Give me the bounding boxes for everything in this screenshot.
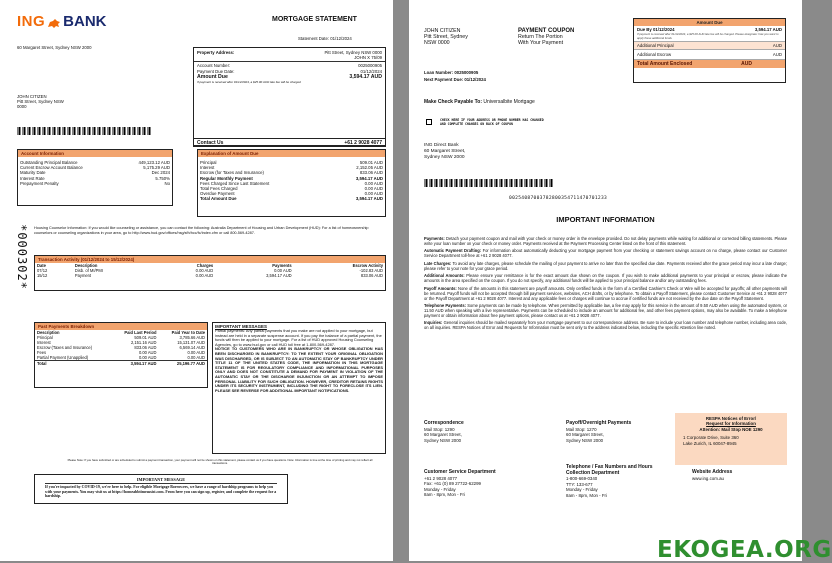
info-paragraph-text: Please ensure your remittance is for the exact amount due shown on the coupon. If you wish to make additional payments to your principal or escrow, please indicate the amounts in the area specified on the coupon. If you do not specify, any additional funds will be applied to your principal balance and/or any outstanding fees. [424, 273, 787, 284]
respa-block [675, 413, 787, 465]
lion-logo-icon [47, 16, 61, 27]
past-table-cell: 3,594.17 AUD [130, 361, 157, 366]
ocr-scan-line: 00254087003782800354711470701233 [509, 196, 608, 201]
customer-postcode: 0000 [17, 104, 27, 110]
explanation-rows [198, 157, 385, 205]
contact-label: Contact Us [197, 140, 224, 146]
customer-service-title: Customer Service Department [424, 469, 496, 475]
property-value-2: JOHN X 75/09 [354, 55, 382, 61]
account-number-label: Account Number: [197, 63, 231, 69]
past-payments-table [35, 330, 207, 366]
next-payment-label: Next Payment Due: [424, 77, 464, 82]
messages-body: Partial payments: Any partial payments that you make are not applied to your mortgage, but instead are held in a separate suspense account. If you pay the balance of a partial payment, the funds will then be applied to your mortgage. For a list of HUD approved Housing Counseling Agencies, go to www.hud.gov or call HUD toll free at 1-800-569-4287. [215, 328, 382, 347]
bank-address: 60 Margaret Street, Sydney NSW 2000 [17, 45, 92, 50]
total-enclosed-currency: AUD [741, 61, 752, 68]
account_info-row-value: 449,123.12 AUD [138, 160, 170, 165]
logo-text-ing: ING [17, 13, 46, 30]
payoff-line: 60 Margaret Street, [566, 432, 604, 438]
activity-table-cell: 0.00 AUD [274, 268, 292, 273]
payoff-line: Mail Stop: 1270 [566, 426, 597, 432]
activity-table-cell: 0.00 AUD [195, 268, 214, 273]
website-title: Website Address [692, 469, 733, 475]
side-sequence-mark: *000302* [14, 224, 29, 290]
customer-street: Pitt Street, Sydney NSW [17, 99, 64, 105]
telephone-line: TTY: 133-677 [566, 481, 593, 487]
past-table-cell: 0.00 AUD [138, 355, 157, 360]
footer-note: Please Note: If you have submitted or are scheduled to submit a payment transaction, your payment will not be shown on this statement, please contact us if you have questions. Note: Information is true at the time of printing and may not reflect all transactions. [67, 458, 373, 466]
info-paragraph-text: For information about automatically deducting your mortgage payment from your checking or statement savings account on no charge, please contact our Customer Service Department toll-free at +61 2 9028 4077. [424, 248, 788, 259]
past-column-header: Description [37, 330, 60, 335]
info-paragraph [424, 303, 787, 318]
explanation-row-value: 0.00 AUD [364, 186, 383, 192]
account_info-row-label: Maturity Date [20, 170, 46, 176]
account_info-row-label: Interest Rate [20, 175, 45, 181]
explanation-row-label: Interest [200, 165, 215, 171]
amount-due-value: 3,594.17 AUD [349, 73, 382, 80]
important-messages-box [212, 322, 386, 454]
explanation-row-value: 833.06 AUD [359, 170, 383, 176]
important-info-title: IMPORTANT INFORMATION [556, 215, 655, 224]
info-paragraph-text: To avoid any late charges, please schedule the mailing of your payment to arrive no later than the specified due date. Payments received after the grace period may incur a late charge; please refer to your note for your grace period. [424, 260, 787, 271]
past-table-cell: Principal [37, 335, 53, 340]
info-paragraph [424, 273, 787, 283]
due-date-value: 01/12/2024 [360, 68, 382, 74]
past-table-cell: 25,196.77 AUD [176, 361, 205, 366]
correspondence-line: Sydney NSW 2000 [424, 437, 462, 443]
payable-label: Make Check Payable To: [424, 99, 482, 105]
account_info-row-label: Outstanding Principal Balance [20, 160, 78, 165]
remit-barcode [424, 179, 554, 187]
address-change-checkbox[interactable] [426, 119, 432, 125]
coupon-customer-street: Pitt Street, Sydney [424, 34, 468, 41]
transaction-activity-panel [34, 255, 386, 291]
explanation-row-value: 0.00 AUD [364, 191, 383, 197]
payable-line [424, 99, 535, 105]
activity-table-cell: 0.00 AUD [195, 273, 214, 278]
customer-address [17, 94, 64, 110]
past-table-cell: Fees [37, 350, 47, 355]
account_info-row-value: 5,175.29 AUD [143, 165, 170, 171]
activity-column-header: Date [37, 263, 46, 268]
next-payment-value: 01/12/2024 [464, 77, 486, 82]
contact-phone: +61 2 9028 4077 [344, 140, 382, 146]
customer-service-line: +61 2 9028 4077 [424, 475, 458, 481]
past-column-header: Paid Last Period [124, 330, 157, 335]
past-table-cell: 2,151.16 AUD [130, 340, 157, 345]
account-info-title: Account Information [18, 150, 172, 157]
due-date-label: Payment Due Date: [197, 68, 235, 74]
explanation-row [200, 196, 383, 201]
past-table-cell: Partial Payment (Unapplied) [37, 355, 89, 360]
past-table-cell: Interest [37, 340, 51, 345]
activity-table-cell: 15/12 [37, 273, 48, 278]
housing-counselor-note: Housing Counselor Information: If you would like counseling or assistance, you can contact the following: Australia Department of Housing and Urban Development (HUD): For a list of homeownership counselors or counseling organizations in your area, go to http://www.hud.gov/offices/hsg/sfh/hcc/fc/index.cfm or call 800-569-4287. [34, 226, 369, 235]
watermark-text: EKOGEA.ORG [657, 537, 832, 563]
covid-body: If you're impacted by COVID-19, we're here to help. For eligible Mortgage Borrowers, we have a range of hardship programs to help you with your payments. You may visit us at https://homeabbtimeassist.com. From here you can sign up, register, and complete the request for a hardship. [45, 485, 277, 499]
due-by-value: 3,594.17 AUD [754, 27, 782, 32]
due-by-label: Due By 01/12/2024 [637, 27, 675, 32]
info-paragraph [424, 286, 787, 301]
info-paragraph-heading: Payoff Amounts: [424, 285, 457, 291]
explanation-panel [197, 149, 386, 217]
remit-address [424, 143, 465, 160]
activity-column-header: Escrow Activity [352, 263, 383, 268]
activity-column-header: Payments [272, 263, 292, 268]
respa-title-3: Attention: Mail Stop NOE 1290 [699, 426, 763, 432]
payoff-line: Sydney NSW 2000 [566, 437, 604, 443]
respa-title-2: Request for Information [706, 421, 756, 427]
account-number-value: 0025000905 [358, 63, 382, 69]
activity-table-cell: 833.06 AUD [360, 273, 383, 278]
past-table-cell: 833.06 AUD [134, 345, 157, 350]
activity-table-row [35, 273, 385, 278]
explanation-row-value: 3,594.17 AUD [355, 196, 383, 202]
loan-number-value: 0025000905 [454, 70, 479, 75]
coupon-customer-postcode: NSW 0000 [424, 40, 450, 47]
explanation-row-label: Total Amount Due [200, 196, 237, 202]
amount-due-label: Amount Due [197, 73, 228, 80]
info-paragraph-heading: Payments: [424, 236, 445, 241]
address-change-note: CHECK HERE IF YOUR ADDRESS OR PHONE NUMBER HAS CHANGED AND COMPLETE CHANGES ON BACK OF COUPON [440, 118, 544, 126]
explanation-title: Explanation of Amount Due [198, 150, 385, 157]
activity-table [35, 263, 385, 278]
past-table-cell: 15,131.07 AUD [177, 340, 205, 345]
correspondence-block [424, 421, 564, 443]
info-paragraph-text: General inquiries should be mailed separately from your mortgage payment to our correspondence address. Be sure to include your loan number and telephone number, including area code, on all inquiries. RESPA Notices of Error and Requests for Information must be sent only to the address indicated below, including the specific Attention line noted. [424, 320, 787, 331]
respa-line: Lake Zurich, IL 60047-8945 [683, 440, 737, 446]
activity-table-cell: Payment [74, 273, 92, 278]
additional-escrow-row[interactable] [634, 49, 785, 59]
coupon-customer-name: JOHN CITIZEN [424, 28, 461, 34]
explanation-row-label: Regular Monthly Payment [200, 175, 253, 181]
activity-table-cell: 3,594.17 AUD [266, 273, 292, 278]
additional-escrow-label: Additional Escrow [637, 52, 672, 57]
telephone-line: 1-800-669-0340 [566, 476, 598, 482]
past-payments-title: Past Payments Breakdown [35, 323, 207, 330]
explanation-row-value: 0.00 AUD [364, 180, 383, 186]
covid-title: IMPORTANT MESSAGE [136, 477, 186, 482]
activity-table-cell: -102.83 AUD [359, 268, 383, 273]
info-paragraph [424, 248, 787, 258]
past-table-cell: 0.00 AUD [187, 355, 205, 360]
payoff-title: Payoff/Overnight Payments [566, 420, 632, 426]
account_info-row-label: Current Escrow Account Balance [20, 165, 83, 171]
telephone-line: Monday - Friday [566, 487, 598, 493]
loan-number-label: Loan Number: [424, 70, 454, 75]
info-paragraph-heading: Automatic Payment Drafting: [424, 248, 482, 254]
respa-line: 1 Corporate Drive, Suite 360 [683, 435, 739, 441]
amount-due-box [633, 18, 786, 83]
coupon-line-1: Return The Portion [518, 34, 563, 41]
past-column-header: Paid Year to Date [171, 330, 205, 335]
covid-message-box [34, 474, 288, 504]
account-summary-box [193, 47, 386, 146]
explanation-row-label: Fees Charged Since Last Statement [200, 180, 270, 186]
statement-date: Statement Date: 01/12/2024 [298, 36, 352, 41]
coupon-line-2: With Your Payment [518, 40, 564, 47]
ing-logo [17, 13, 107, 30]
website-url[interactable]: www.ing.com.au [692, 475, 724, 481]
total-enclosed-label: Total Amount Enclosed [637, 61, 693, 68]
activity-table-cell: Disb. of MI/PMI [74, 268, 103, 273]
info-paragraph-text: Some payments can be made by telephone. When permitted by applicable law, a fee may apply for this service in the amount of 9.50 AUD when using the automated system, or 11.50 AUD when speaking with a live representative. Payments can be scheduled to include an amount for additional fee, and other fees payment options, may also be available. To make a telephone payment or obtain information about free payment options, please contact us at +61 2 9028 4077. [424, 302, 787, 318]
past-table-cell: 0.00 AUD [138, 350, 157, 355]
past-table-row [35, 361, 207, 367]
customer-name: JOHN CITIZEN [17, 94, 47, 99]
amount-due-box-title: Amount Due [634, 19, 785, 26]
statement-page [0, 0, 393, 561]
info-paragraph-heading: Telephone Payments: [424, 302, 467, 308]
customer-service-line: Fax: +61 (0) 89 27722-62299 [424, 481, 481, 487]
website-block [692, 470, 792, 481]
past-table-cell: Total [37, 361, 47, 366]
late-fee-note: If payment is received after 01/12/2024, a $25.00 AUD late fee will be charged [197, 79, 301, 84]
additional-principal-row[interactable] [634, 41, 785, 49]
past-payments-panel [34, 322, 208, 388]
contact-us-bar [193, 138, 386, 147]
customer-service-line: Monday - Friday [424, 486, 456, 492]
customer-service-block [424, 470, 564, 498]
account_info-row [20, 181, 170, 186]
past-table-cell: Escrow (Taxes and Insurance) [37, 345, 93, 350]
explanation-row-label: Total Fees Charged [200, 186, 238, 192]
coupon-due-note: If payment is received after 01/12/2024, a $25.00 AUD late fee will be charged. Please designate: how you want to apply these additional funds. [637, 32, 779, 40]
activity-column-header: Charges [196, 263, 214, 268]
additional-principal-label: Additional Principal [637, 42, 674, 48]
past-table-cell: 6,569.14 AUD [179, 345, 205, 350]
postal-barcode [17, 127, 152, 135]
info-paragraph-text: Detach your payment coupon and mail with your check or money order in the envelope provided. Do not delay payments while waiting for additional or corrected billing statements. Please write your loan number on your check or money order. Payments received at the Payment Processing Center listed on the front of this statement. [424, 236, 787, 246]
telephone-block [566, 465, 676, 499]
account-info-rows [18, 157, 172, 189]
explanation-row-label: Escrow (for Taxes and Insurance) [200, 170, 264, 176]
property-value: Pitt Street, Sydney NSW 0000 [324, 50, 382, 55]
info-paragraph-heading: Additional Amounts: [424, 273, 465, 279]
explanation-row-label: Overdue Payment [200, 191, 235, 197]
remit-bank-street: 60 Margaret Street, [424, 148, 466, 154]
coupon-customer-address [424, 28, 468, 47]
account_info-row-value: No [164, 180, 170, 186]
telephone-line: 8am - 8pm, Mon - Fri [566, 492, 607, 498]
additional-escrow-currency: AUD [772, 52, 782, 57]
respa-title-1: RESPA Notices of Error/ [705, 416, 757, 421]
account_info-row-label: Prepayment Penalty [20, 180, 59, 186]
additional-principal-currency: AUD [772, 42, 782, 48]
info-paragraph [424, 236, 787, 246]
explanation-row-value: 2,152.05 AUD [356, 165, 383, 171]
payoff-block [566, 421, 666, 443]
activity-table-cell: 07/12 [37, 268, 48, 273]
account_info-row-value: Dec 2024 [151, 170, 170, 176]
past-table-cell: 3,785.66 AUD [179, 335, 205, 340]
info-paragraph [424, 320, 787, 330]
remit-bank-name: ING Direct Bank [424, 143, 459, 148]
coupon-title: PAYMENT COUPON [518, 28, 575, 34]
customer-service-line: 8am - 8pm, Mon - Fri [424, 492, 465, 498]
info-paragraph-text: None of the amounts in this statement are payoff amounts. Only certified funds in the form of a Certified Cashier's Check or Wire will be accepted for payoffs; all other payments will be returned. Payoff funds will not be accepted through bill payment services, websites, ACH drafts, or by telephone. To obtain a Payoff Statement, please contact Customer Service at +61 2 9028 4077 or the Payoff Department at +61 2 9028 4077. Interest and any applicable fees or charges will continue to accrue if certified funds are not received by the due date on the Payoff Statement. [424, 285, 787, 301]
statement-title: MORTGAGE STATEMENT [272, 16, 357, 23]
telephone-title-2: Collection Department [566, 469, 620, 476]
info-paragraph-heading: Inquiries: [424, 320, 443, 326]
explanation-row-label: Principal [200, 160, 217, 165]
next-payment-line [424, 77, 486, 82]
account-info-panel [17, 149, 173, 206]
info-paragraph [424, 261, 787, 271]
explanation-row-value: 509.01 AUD [359, 160, 383, 165]
info-paragraph-heading: Late Charges: [424, 260, 452, 266]
activity-title: Transaction Activity (01/12/2024 to 15/12/2024) [35, 256, 385, 263]
total-enclosed-row[interactable] [634, 59, 785, 68]
account_info-row-value: 5.750% [155, 175, 170, 181]
bankruptcy-notice: NOTICE TO CUSTOMERS WHO ARE IN BANKRUPTCY OR WHOSE OBLIGATION HAS BEEN DISCHARGED IN BANKRUPTCY: TO THE EXTENT YOUR ORIGINAL OBLIGATION WAS DISCHARGED, OR IS SUBJECT TO AN AUTOMATIC STAY OF BANKRUPTCY UNDER TITLE 11 OF THE UNITED STATES CODE, THE INFORMATION IN THIS MORTGAGE STATEMENT IS FOR REGULATORY COMPLIANCE AND INFORMATIONAL PURPOSES ONLY AND DOES NOT CONSTITUTE A DEMAND FOR PAYMENT IN VIOLATION OF THE AUTOMATIC STAY OR THE DISCHARGE INJUNCTION OR AN ATTEMPT TO IMPOSE PERSONAL LIABILITY FOR SUCH OBLIGATION. HOWEVER, CREDITOR RETAINS RIGHTS UNDER ITS SECURITY INSTRUMENT, INCLUDING THE RIGHT TO FORECLOSE ITS LIEN. PLEASE SEE REVERSE FOR ADDITIONAL IMPORTANT NOTIFICATIONS. [215, 346, 383, 393]
activity-column-header: Description [74, 263, 98, 268]
coupon-page [409, 0, 802, 561]
property-label: Property Address: [197, 50, 235, 55]
past-table-cell: 509.01 AUD [134, 335, 157, 340]
logo-text-bank: BANK [63, 13, 107, 30]
past-table-cell: 0.00 AUD [187, 350, 205, 355]
messages-title: IMPORTANT MESSAGES [215, 324, 267, 329]
correspondence-title: Correspondence [424, 420, 464, 426]
remit-bank-city: Sydney NSW 2000 [424, 154, 465, 160]
telephone-title: Telephone / Fax Numbers and Hours [566, 464, 653, 470]
important-info-paragraphs [424, 236, 787, 333]
correspondence-line: Mail Stop: 1290 [424, 426, 455, 432]
correspondence-line: 60 Margaret Street, [424, 432, 462, 438]
payable-value: Universalbite Mortgage [483, 99, 535, 105]
loan-number-line [424, 70, 478, 75]
coupon-heading [518, 28, 574, 47]
explanation-row-value: 3,594.17 AUD [355, 175, 383, 181]
